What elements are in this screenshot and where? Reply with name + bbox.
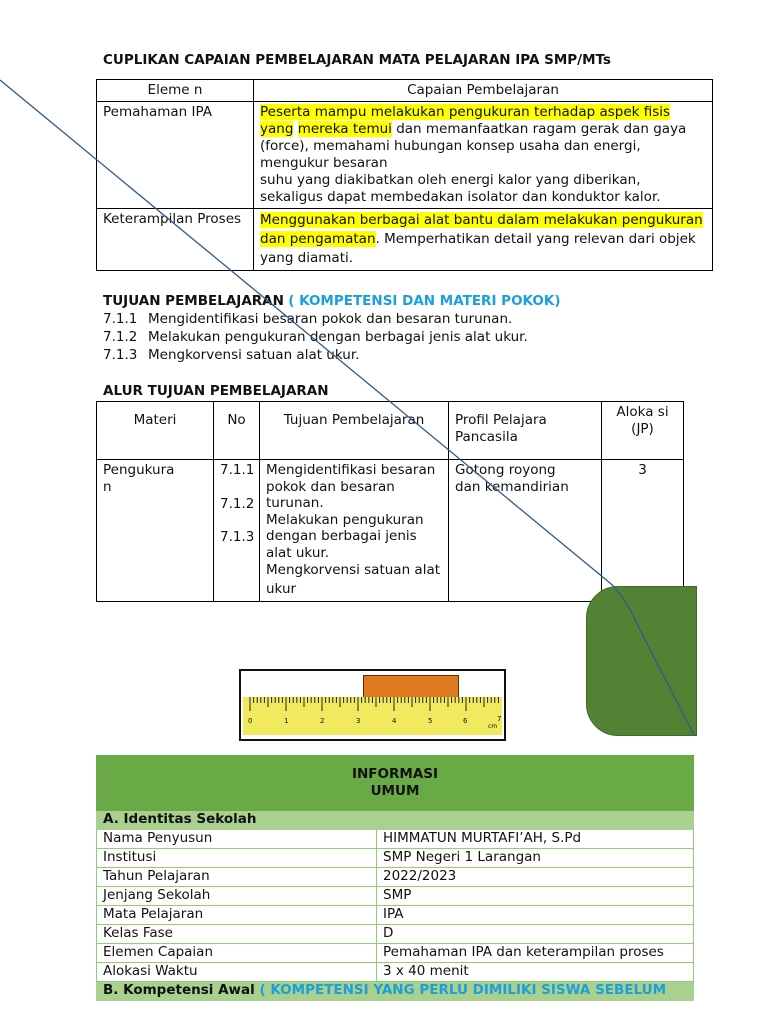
table-row xyxy=(97,963,694,982)
tujuan-section xyxy=(103,293,561,364)
ruler-number: 4 xyxy=(392,717,397,725)
tujuan-item xyxy=(103,328,561,346)
ruler-image xyxy=(239,669,506,741)
cp-row1-highlight-1: Peserta mampu melakukan pengukuran terhadap aspek fisis yang xyxy=(260,104,671,137)
tujuan-item-number: 7.1.1 xyxy=(103,311,138,327)
cp-row1-text-1: dan memanfaatkan ragam gerak dan gaya (force), memahami hubungan konsep usaha dan energi, mengukur besaran xyxy=(260,121,687,171)
ruler-number: 0 xyxy=(248,717,253,725)
alur-header-alokasi: Aloka si (JP) xyxy=(602,402,684,460)
tujuan-heading: TUJUAN PEMBELAJARAN xyxy=(103,293,284,309)
info-value: D xyxy=(377,925,694,944)
cp-row1-highlight-2: mereka temui xyxy=(297,121,392,137)
table-row xyxy=(97,830,694,849)
info-section-b-label: B. Kompetensi Awal xyxy=(103,982,255,998)
table-row xyxy=(97,887,694,906)
ruler-number: 1 xyxy=(284,717,289,725)
ruler-number: 3 xyxy=(356,717,361,725)
info-table xyxy=(96,755,694,1001)
table-row xyxy=(97,944,694,963)
cp-header-capaian: Capaian Pembelajaran xyxy=(254,80,713,102)
tujuan-item-text: Mengkorvensi satuan alat ukur. xyxy=(148,347,360,363)
ruler-unit: cm xyxy=(488,723,498,730)
alur-heading: ALUR TUJUAN PEMBELAJARAN xyxy=(103,383,329,399)
ruler-ticks-svg xyxy=(243,697,502,735)
tujuan-item xyxy=(103,346,561,364)
tujuan-subheading: ( KOMPETENSI DAN MATERI POKOK) xyxy=(288,293,561,309)
tujuan-item-text: Mengidentifikasi besaran pokok dan besaran turunan. xyxy=(148,311,513,327)
info-value: 3 x 40 menit xyxy=(377,963,694,982)
info-label: Nama Penyusun xyxy=(97,830,377,849)
cp-row2-highlight-2: dan pengamatan xyxy=(260,231,376,247)
cp-row2-highlight-1: Menggunakan berbagai alat bantu dalam melakukan pengukuran xyxy=(260,212,703,228)
info-value: SMP xyxy=(377,887,694,906)
cp-row2-text: . Memperhatikan detail yang relevan dari objek yang diamati. xyxy=(260,231,696,266)
cp-row1-label: Pemahaman IPA xyxy=(97,102,254,209)
info-header: INFORMASI UMUM xyxy=(97,756,694,811)
table-row xyxy=(97,868,694,887)
alur-row-profil: Gotong royong dan kemandirian xyxy=(449,460,602,602)
green-rounded-shape xyxy=(586,586,697,736)
alur-no-2: 7.1.2 xyxy=(220,496,255,512)
info-value: SMP Negeri 1 Larangan xyxy=(377,849,694,868)
alur-row-alokasi: 3 xyxy=(602,460,684,602)
table-row xyxy=(97,906,694,925)
info-value: HIMMATUN MURTAFI’AH, S.Pd xyxy=(377,830,694,849)
cp-table xyxy=(96,79,713,271)
alur-header-materi: Materi xyxy=(97,402,214,460)
tujuan-item-number: 7.1.3 xyxy=(103,347,138,363)
info-value: IPA xyxy=(377,906,694,925)
ruler-scale xyxy=(243,697,502,735)
ruler-number: 6 xyxy=(463,717,468,725)
alur-no-1: 7.1.1 xyxy=(220,462,255,478)
table-row xyxy=(97,925,694,944)
alur-row-materi: Pengukura n xyxy=(97,460,214,602)
info-value: Pemahaman IPA dan keterampilan proses xyxy=(377,944,694,963)
ruler-number: 5 xyxy=(428,717,433,725)
info-section-a: A. Identitas Sekolah xyxy=(97,811,694,830)
alur-row-no xyxy=(214,460,260,602)
alur-header-profil: Profil Pelajara Pancasila xyxy=(449,402,602,460)
cp-row2-content xyxy=(254,209,713,271)
tujuan-item-text: Melakukan pengukuran dengan berbagai jenis alat ukur. xyxy=(148,329,528,345)
info-label: Institusi xyxy=(97,849,377,868)
tujuan-item xyxy=(103,310,561,328)
alur-no-3: 7.1.3 xyxy=(220,529,255,545)
alur-table xyxy=(96,401,684,602)
alur-tujuan-2: Melakukan pengukuran dengan berbagai jenis alat ukur. xyxy=(266,511,424,561)
alur-header-no: No xyxy=(214,402,260,460)
info-label: Mata Pelajaran xyxy=(97,906,377,925)
table-row xyxy=(97,849,694,868)
tujuan-item-number: 7.1.2 xyxy=(103,329,138,345)
info-section-b xyxy=(97,982,694,1001)
alur-tujuan-3: Mengkorvensi satuan alat ukur xyxy=(266,562,441,597)
alur-row-tujuan xyxy=(260,460,449,602)
info-section-b-note: ( KOMPETENSI YANG PERLU DIMILIKI SISWA SEBELUM xyxy=(259,982,667,998)
info-label: Alokasi Waktu xyxy=(97,963,377,982)
info-label: Jenjang Sekolah xyxy=(97,887,377,906)
cp-row1-content xyxy=(254,102,713,209)
info-value: 2022/2023 xyxy=(377,868,694,887)
ruler-number: 7 xyxy=(497,715,502,723)
cp-row1-text-2: suhu yang diakibatkan oleh energi kalor yang diberikan, sekaligus dapat membedakan isolator dan konduktor kalor. xyxy=(260,172,661,205)
alur-tujuan-1: Mengidentifikasi besaran pokok dan besaran turunan. xyxy=(266,462,436,511)
info-label: Elemen Capaian xyxy=(97,944,377,963)
cp-header-elemen: Eleme n xyxy=(97,80,254,102)
info-label: Tahun Pelajaran xyxy=(97,868,377,887)
alur-header-tujuan: Tujuan Pembelajaran xyxy=(260,402,449,460)
ruler-number: 2 xyxy=(320,717,325,725)
cuplikan-title: CUPLIKAN CAPAIAN PEMBELAJARAN MATA PELAJARAN IPA SMP/MTs xyxy=(103,52,611,68)
cp-row2-label: Keterampilan Proses xyxy=(97,209,254,271)
info-label: Kelas Fase xyxy=(97,925,377,944)
ruler-slider xyxy=(363,675,459,699)
